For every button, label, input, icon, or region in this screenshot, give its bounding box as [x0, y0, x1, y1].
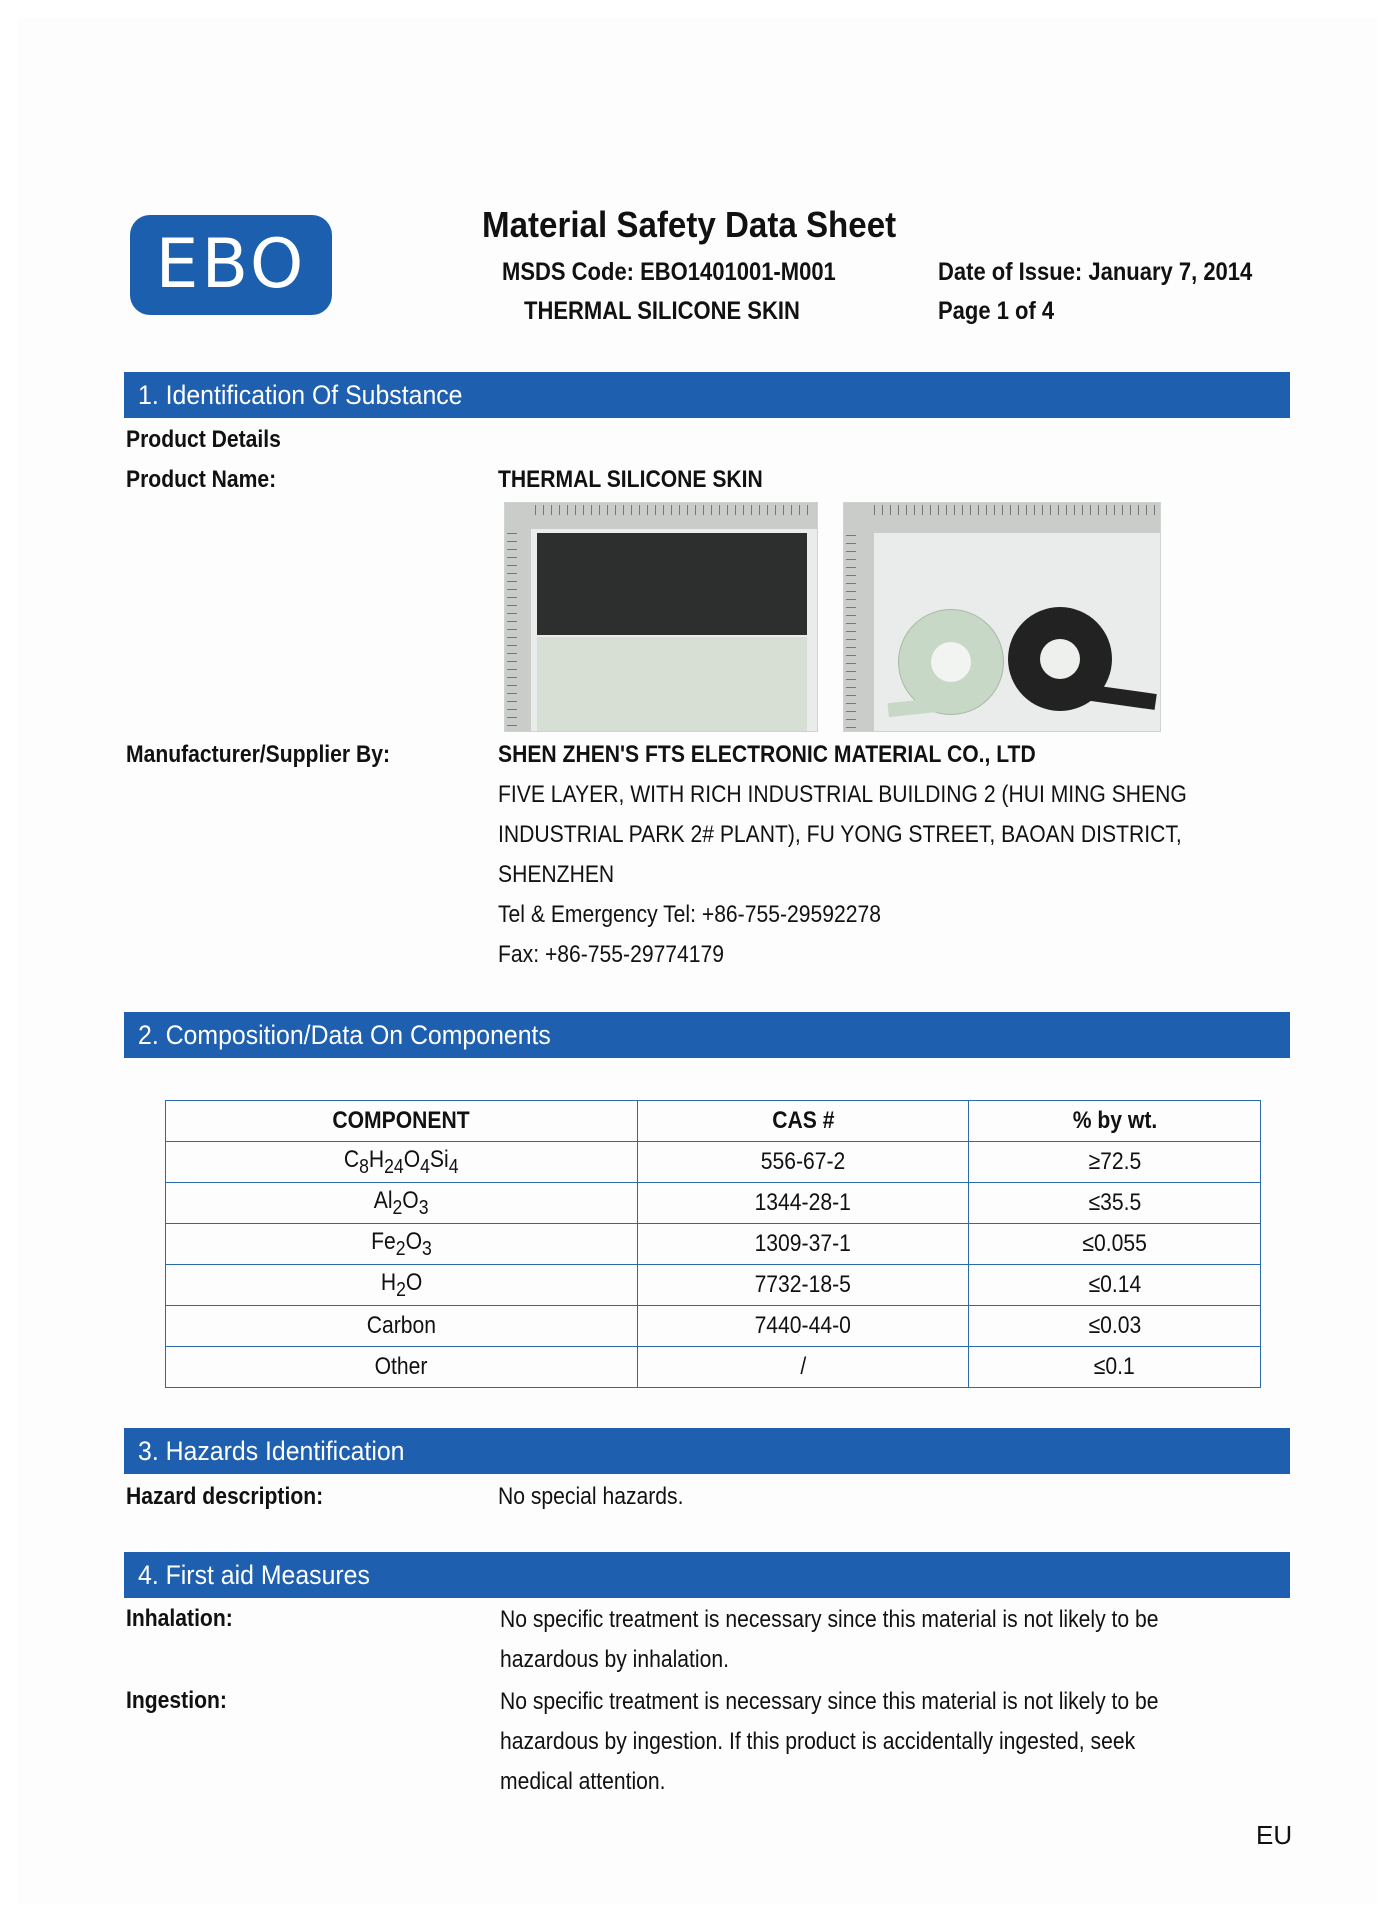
component-name: Carbon	[366, 1312, 436, 1339]
table-header-cell	[637, 1101, 969, 1142]
section-3-title: 3. Hazards Identification	[138, 1436, 405, 1466]
header-product-name: THERMAL SILICONE SKIN	[524, 297, 800, 325]
table-header-row	[166, 1101, 1261, 1142]
section-4-title: 4. First aid Measures	[138, 1560, 370, 1590]
cas-cell	[637, 1224, 969, 1265]
ebo-logo: EBO	[130, 215, 332, 315]
table-row	[166, 1306, 1261, 1347]
ruler-ticks	[507, 533, 517, 729]
component-cell	[166, 1347, 638, 1388]
component-cell	[166, 1183, 638, 1224]
cas-number: 1309-37-1	[754, 1230, 852, 1257]
percent-cell	[969, 1347, 1261, 1388]
percent-value: ≤35.5	[1088, 1189, 1142, 1216]
header-component: COMPONENT	[332, 1107, 470, 1134]
cas-number: 1344-28-1	[754, 1189, 852, 1216]
table-row	[166, 1347, 1261, 1388]
fax: Fax: +86-755-29774179	[498, 941, 725, 968]
component-name: Other	[374, 1353, 428, 1380]
percent-value: ≤0.055	[1082, 1230, 1147, 1257]
table-row	[166, 1224, 1261, 1265]
product-name-value: THERMAL SILICONE SKIN	[498, 466, 763, 493]
percent-value: ≥72.5	[1088, 1148, 1142, 1175]
roll-core	[1040, 639, 1080, 679]
header-cas: CAS #	[771, 1107, 835, 1134]
inhalation-text: No specific treatment is necessary since this material is not likely to be hazardous by inhalation.	[500, 1606, 1159, 1673]
table-row	[166, 1265, 1261, 1306]
table-row	[166, 1183, 1261, 1224]
cas-number: 556-67-2	[760, 1148, 846, 1175]
cas-number: 7732-18-5	[754, 1271, 852, 1298]
section-1-header	[124, 372, 1290, 418]
ingestion-text: No specific treatment is necessary since this material is not likely to be hazardous by ingestion. If this product is accidentally ingested, seek medical attention.	[500, 1688, 1159, 1795]
component-cell	[166, 1224, 638, 1265]
black-tape-tail	[1083, 684, 1157, 710]
cas-cell	[637, 1142, 969, 1183]
product-photo-sheets	[504, 502, 818, 732]
hazard-description-value: No special hazards.	[498, 1483, 684, 1510]
cas-number: /	[800, 1353, 807, 1380]
address-line-1: FIVE LAYER, WITH RICH INDUSTRIAL BUILDING 2 (HUI MING SHENG	[498, 781, 1187, 808]
msds-code: MSDS Code: EBO1401001-M001	[502, 258, 836, 286]
white-silicone-sheet	[537, 637, 807, 731]
section-3-header	[124, 1428, 1290, 1474]
roll-core	[931, 642, 971, 682]
page-number: Page 1 of 4	[938, 297, 1055, 325]
telephone: Tel & Emergency Tel: +86-755-29592278	[498, 901, 881, 928]
hazard-description-label: Hazard description:	[126, 1483, 324, 1510]
component-name: $H_2O$	[380, 1268, 423, 1301]
inhalation-label: Inhalation:	[126, 1605, 233, 1632]
product-photo-rolls	[843, 502, 1161, 732]
cas-cell	[637, 1183, 969, 1224]
percent-value: ≤0.14	[1088, 1271, 1142, 1298]
percent-cell	[969, 1183, 1261, 1224]
component-name: $C_8H_{24}O_4Si_4$	[344, 1145, 459, 1178]
composition-table	[165, 1100, 1261, 1388]
header-percent: % by wt.	[1072, 1107, 1157, 1134]
ingestion-label: Ingestion:	[126, 1687, 227, 1714]
component-cell	[166, 1142, 638, 1183]
percent-cell	[969, 1224, 1261, 1265]
component-cell	[166, 1265, 638, 1306]
company-name: SHEN ZHEN'S FTS ELECTRONIC MATERIAL CO., LTD	[498, 741, 1036, 768]
ruler-ticks	[535, 505, 815, 515]
section-4-header	[124, 1552, 1290, 1598]
section-1-title: 1. Identification Of Substance	[138, 380, 463, 410]
address-line-2: INDUSTRIAL PARK 2# PLANT), FU YONG STREET, BAOAN DISTRICT,	[498, 821, 1182, 848]
percent-cell	[969, 1142, 1261, 1183]
cas-cell	[637, 1347, 969, 1388]
component-name: $Al_2O_3$	[373, 1186, 429, 1219]
cas-cell	[637, 1265, 969, 1306]
table-header-cell	[166, 1101, 638, 1142]
product-details-label: Product Details	[126, 426, 281, 453]
date-of-issue: Date of Issue: January 7, 2014	[938, 258, 1253, 286]
ruler-ticks	[874, 505, 1158, 515]
address-line-3: SHENZHEN	[498, 861, 615, 888]
component-name: $Fe_2O_3$	[371, 1227, 432, 1260]
section-2-title: 2. Composition/Data On Components	[138, 1020, 551, 1050]
percent-cell	[969, 1306, 1261, 1347]
component-cell	[166, 1306, 638, 1347]
cas-cell	[637, 1306, 969, 1347]
table-header-cell	[969, 1101, 1261, 1142]
percent-cell	[969, 1265, 1261, 1306]
product-name-label: Product Name:	[126, 466, 277, 493]
manufacturer-label: Manufacturer/Supplier By:	[126, 741, 391, 768]
ruler-ticks	[846, 535, 856, 729]
black-silicone-sheet	[537, 533, 807, 635]
table-row	[166, 1142, 1261, 1183]
section-2-header	[124, 1012, 1290, 1058]
percent-value: ≤0.03	[1088, 1312, 1142, 1339]
region-marker: EU	[1256, 1820, 1293, 1850]
cas-number: 7440-44-0	[754, 1312, 852, 1339]
document-title: Material Safety Data Sheet	[482, 204, 897, 245]
percent-value: ≤0.1	[1094, 1353, 1136, 1380]
